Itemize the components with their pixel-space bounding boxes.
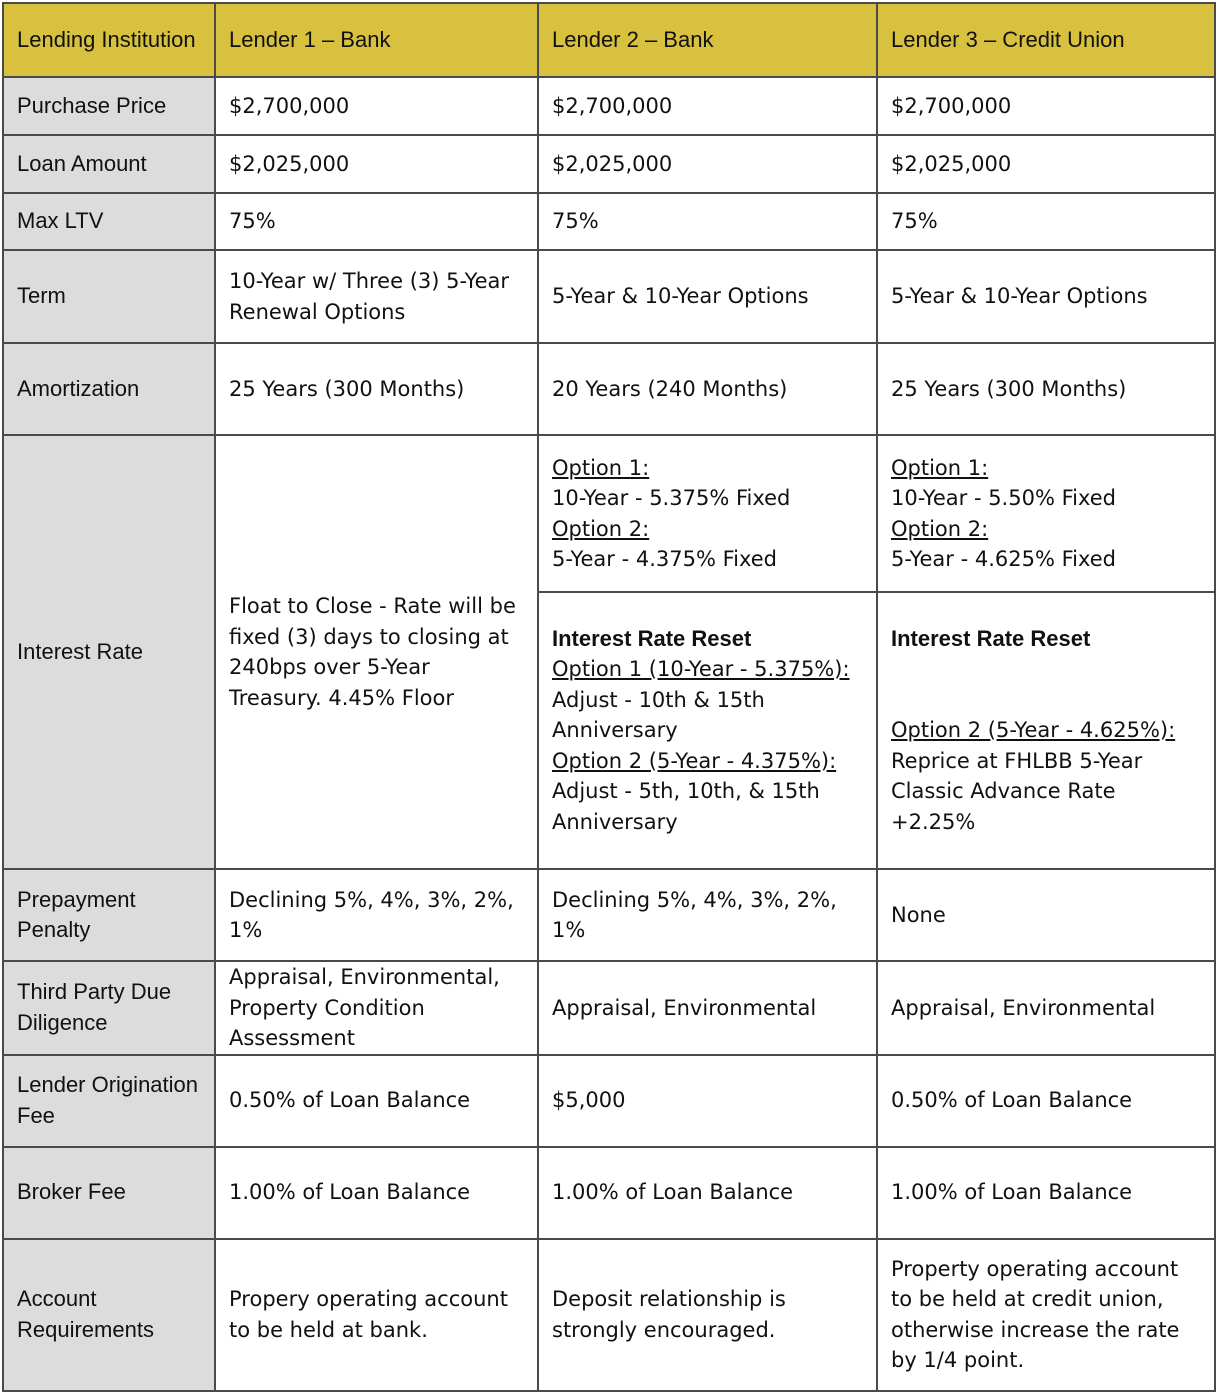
option-1-label: Option 1:: [552, 455, 650, 480]
row-label: Account Requirements: [3, 1239, 215, 1391]
row-purchase-price: [3, 77, 1215, 135]
cell-lender-3: 5-Year & 10-Year Options: [877, 250, 1215, 343]
cell-lender-2: 1.00% of Loan Balance: [538, 1147, 877, 1239]
cell-lender-2: 75%: [538, 193, 877, 250]
cell-lender-3: 0.50% of Loan Balance: [877, 1055, 1215, 1147]
cell-lender-3: $2,025,000: [877, 135, 1215, 193]
row-label: Term: [3, 250, 215, 343]
option-2-label: Option 2:: [891, 516, 989, 541]
row-max-ltv: [3, 193, 1215, 250]
cell-lender-3: $2,700,000: [877, 77, 1215, 135]
row-third-party-due-diligence: [3, 961, 1215, 1055]
cell-lender-3: 1.00% of Loan Balance: [877, 1147, 1215, 1239]
header-lender-3: Lender 3 – Credit Union: [877, 3, 1215, 77]
cell-lender-2-rate-options: [538, 435, 877, 592]
cell-lender-1: Appraisal, Environmental, Property Condition Assessment: [215, 961, 538, 1055]
option-2-value: 5-Year - 4.625% Fixed: [891, 547, 1117, 571]
lender-comparison-table: [2, 2, 1216, 1392]
reset-option-2-value: Reprice at FHLBB 5-Year Classic Advance Rate +2.25%: [891, 748, 1143, 834]
row-amortization: [3, 343, 1215, 435]
row-label: Interest Rate: [3, 435, 215, 869]
row-label: Broker Fee: [3, 1147, 215, 1239]
cell-lender-1: 1.00% of Loan Balance: [215, 1147, 538, 1239]
cell-lender-1: Propery operating account to be held at bank.: [215, 1239, 538, 1391]
cell-lender-2: $5,000: [538, 1055, 877, 1147]
cell-lender-3-rate-reset: [877, 592, 1215, 869]
option-1-value: 10-Year - 5.50% Fixed: [891, 486, 1117, 510]
row-broker-fee: [3, 1147, 1215, 1239]
cell-lender-1: Float to Close - Rate will be fixed (3) days to closing at 240bps over 5-Year Treasury. 4.45% Floor: [215, 435, 538, 869]
reset-option-2-label: Option 2 (5-Year - 4.625%):: [891, 718, 1176, 743]
cell-lender-3: Property operating account to be held at credit union, otherwise increase the rate by 1/4 point.: [877, 1239, 1215, 1391]
reset-title: Interest Rate Reset: [552, 625, 752, 651]
cell-lender-1: Declining 5%, 4%, 3%, 2%, 1%: [215, 869, 538, 961]
option-2-label: Option 2:: [552, 516, 650, 541]
header-lending-institution: Lending Institution: [3, 3, 215, 77]
cell-lender-2: $2,025,000: [538, 135, 877, 193]
cell-lender-1: $2,700,000: [215, 77, 538, 135]
cell-lender-2: 20 Years (240 Months): [538, 343, 877, 435]
header-row: [3, 3, 1215, 77]
cell-lender-2-rate-reset: [538, 592, 877, 869]
cell-lender-2: Declining 5%, 4%, 3%, 2%, 1%: [538, 869, 877, 961]
reset-option-1-label: Option 1 (10-Year - 5.375%):: [552, 657, 850, 682]
row-loan-amount: [3, 135, 1215, 193]
cell-lender-1: 0.50% of Loan Balance: [215, 1055, 538, 1147]
header-lender-1: Lender 1 – Bank: [215, 3, 538, 77]
row-lender-origination-fee: [3, 1055, 1215, 1147]
row-label: Purchase Price: [3, 77, 215, 135]
reset-option-2-value: Adjust - 5th, 10th, & 15th Anniversary: [552, 779, 820, 834]
cell-lender-3: Appraisal, Environmental: [877, 961, 1215, 1055]
cell-lender-3: 75%: [877, 193, 1215, 250]
row-label: Third Party Due Diligence: [3, 961, 215, 1055]
option-2-value: 5-Year - 4.375% Fixed: [552, 547, 778, 571]
option-1-label: Option 1:: [891, 455, 989, 480]
cell-lender-3: 25 Years (300 Months): [877, 343, 1215, 435]
reset-option-2-label: Option 2 (5-Year - 4.375%):: [552, 748, 837, 773]
row-account-requirements: [3, 1239, 1215, 1391]
row-label: Prepayment Penalty: [3, 869, 215, 961]
header-lender-2: Lender 2 – Bank: [538, 3, 877, 77]
row-term: [3, 250, 1215, 343]
cell-lender-1: $2,025,000: [215, 135, 538, 193]
row-label: Loan Amount: [3, 135, 215, 193]
row-label: Max LTV: [3, 193, 215, 250]
reset-title: Interest Rate Reset: [891, 625, 1091, 651]
cell-lender-1: 10-Year w/ Three (3) 5-Year Renewal Options: [215, 250, 538, 343]
cell-lender-1: 75%: [215, 193, 538, 250]
row-interest-rate: [3, 435, 1215, 592]
cell-lender-2: $2,700,000: [538, 77, 877, 135]
cell-lender-3: None: [877, 869, 1215, 961]
cell-lender-2: Appraisal, Environmental: [538, 961, 877, 1055]
cell-lender-2: Deposit relationship is strongly encouraged.: [538, 1239, 877, 1391]
row-label: Lender Origination Fee: [3, 1055, 215, 1147]
row-prepayment-penalty: [3, 869, 1215, 961]
reset-option-1-value: Adjust - 10th & 15th Anniversary: [552, 687, 765, 743]
row-label: Amortization: [3, 343, 215, 435]
cell-lender-3-rate-options: [877, 435, 1215, 592]
cell-lender-1: 25 Years (300 Months): [215, 343, 538, 435]
spacer: [891, 654, 1202, 715]
option-1-value: 10-Year - 5.375% Fixed: [552, 486, 791, 510]
cell-lender-2: 5-Year & 10-Year Options: [538, 250, 877, 343]
